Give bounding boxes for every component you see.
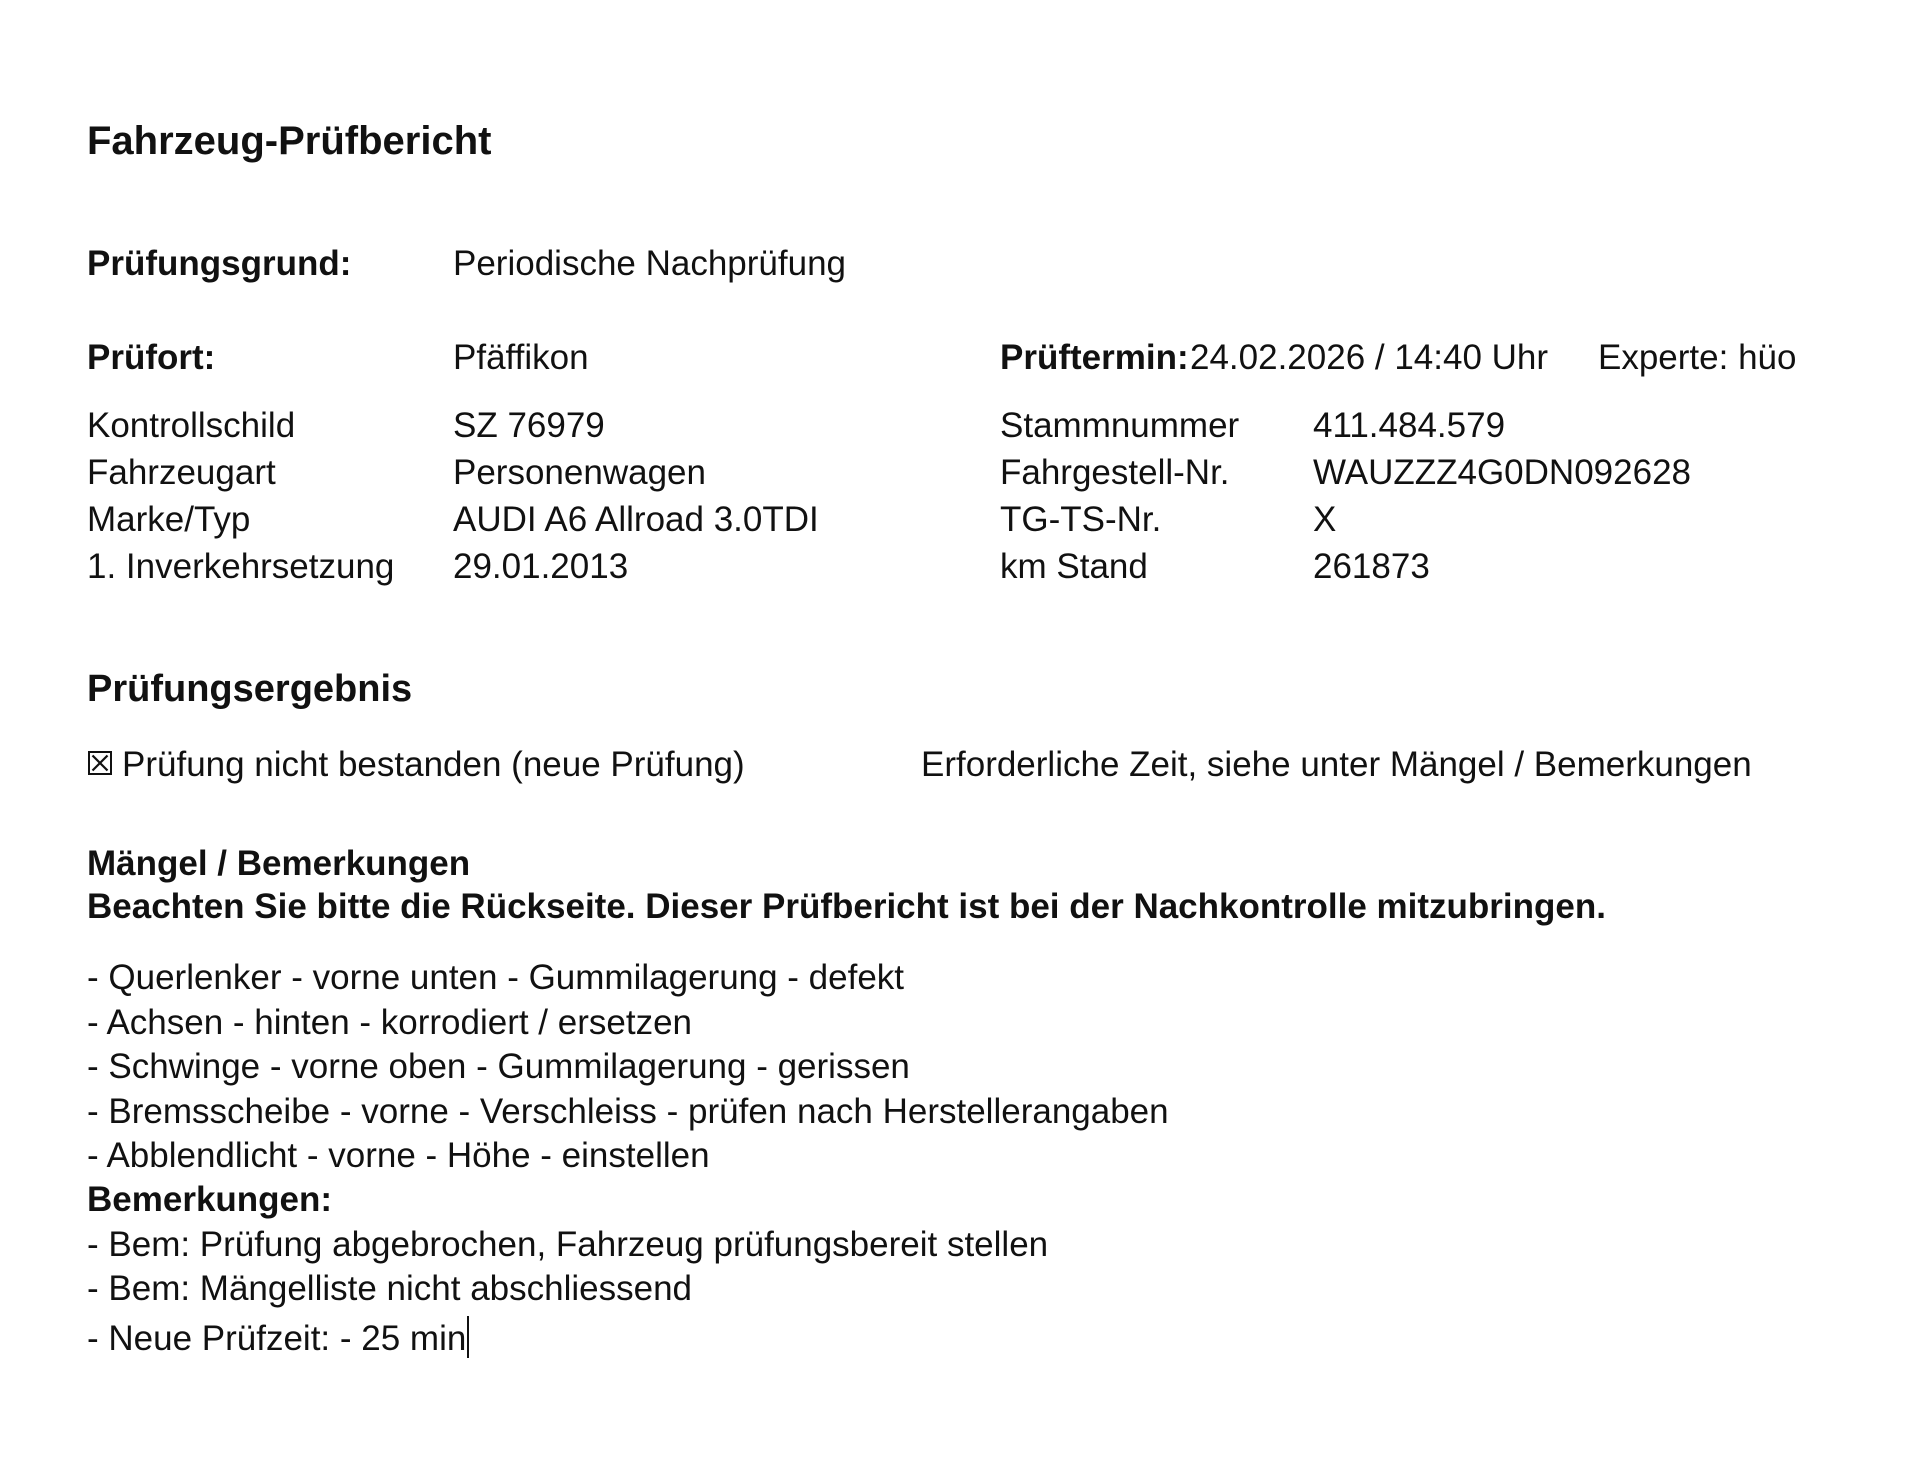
result-heading: Prüfungsergebnis bbox=[87, 668, 413, 710]
remark-item-editable[interactable] bbox=[87, 1316, 469, 1358]
vehicle-label-km: km Stand bbox=[1000, 547, 1148, 586]
date-value: 24.02.2026 / 14:40 Uhr bbox=[1190, 338, 1549, 377]
defect-item: - Achsen - hinten - korrodiert / ersetzen bbox=[87, 1003, 692, 1042]
remark-item-text: - Neue Prüfzeit: - 25 min bbox=[87, 1319, 467, 1358]
remark-item: - Bem: Mängelliste nicht abschliessend bbox=[87, 1269, 693, 1308]
vehicle-value-type: Personenwagen bbox=[453, 453, 706, 492]
defect-item: - Schwinge - vorne oben - Gummilagerung - gerissen bbox=[87, 1047, 910, 1086]
defects-instruction: Beachten Sie bitte die Rückseite. Dieser Prüfbericht ist bei der Nachkontrolle mitzubringen. bbox=[87, 887, 1606, 926]
date-label: Prüftermin: bbox=[1000, 338, 1189, 377]
defect-item: - Bremsscheibe - vorne - Verschleiss - prüfen nach Herstellerangaben bbox=[87, 1092, 1169, 1131]
failed-checkbox[interactable] bbox=[88, 751, 112, 775]
vehicle-value-stamm: 411.484.579 bbox=[1313, 406, 1506, 445]
vehicle-label-type: Fahrzeugart bbox=[87, 453, 276, 492]
location-label: Prüfort: bbox=[87, 338, 216, 377]
defects-heading: Mängel / Bemerkungen bbox=[87, 844, 471, 883]
remarks-heading: Bemerkungen: bbox=[87, 1180, 333, 1219]
report-title: Fahrzeug-Prüfbericht bbox=[87, 119, 492, 163]
vehicle-value-plate: SZ 76979 bbox=[453, 406, 605, 445]
vehicle-label-model: Marke/Typ bbox=[87, 500, 251, 539]
vehicle-label-first-registration: 1. Inverkehrsetzung bbox=[87, 547, 395, 586]
location-value: Pfäffikon bbox=[453, 338, 589, 377]
vehicle-value-first-registration: 29.01.2013 bbox=[453, 547, 629, 586]
result-status-text: Prüfung nicht bestanden (neue Prüfung) bbox=[122, 745, 745, 784]
vehicle-value-vin: WAUZZZ4G0DN092628 bbox=[1313, 453, 1691, 492]
text-cursor bbox=[467, 1316, 469, 1358]
result-note: Erforderliche Zeit, siehe unter Mängel / Bemerkungen bbox=[921, 745, 1752, 784]
expert-value: Experte: hüo bbox=[1598, 338, 1797, 377]
checkbox-cross-icon bbox=[90, 753, 110, 773]
vehicle-label-plate: Kontrollschild bbox=[87, 406, 296, 445]
defect-item: - Querlenker - vorne unten - Gummilagerung - defekt bbox=[87, 958, 905, 997]
vehicle-label-stamm: Stammnummer bbox=[1000, 406, 1240, 445]
vehicle-label-tgts: TG-TS-Nr. bbox=[1000, 500, 1162, 539]
remark-item: - Bem: Prüfung abgebrochen, Fahrzeug prüfungsbereit stellen bbox=[87, 1225, 1049, 1264]
vehicle-value-model: AUDI A6 Allroad 3.0TDI bbox=[453, 500, 819, 539]
reason-label: Prüfungsgrund: bbox=[87, 244, 352, 283]
reason-value: Periodische Nachprüfung bbox=[453, 244, 847, 283]
vehicle-value-km: 261873 bbox=[1313, 547, 1430, 586]
defect-item: - Abblendlicht - vorne - Höhe - einstellen bbox=[87, 1136, 710, 1175]
vehicle-value-tgts: X bbox=[1313, 500, 1337, 539]
vehicle-label-vin: Fahrgestell-Nr. bbox=[1000, 453, 1230, 492]
